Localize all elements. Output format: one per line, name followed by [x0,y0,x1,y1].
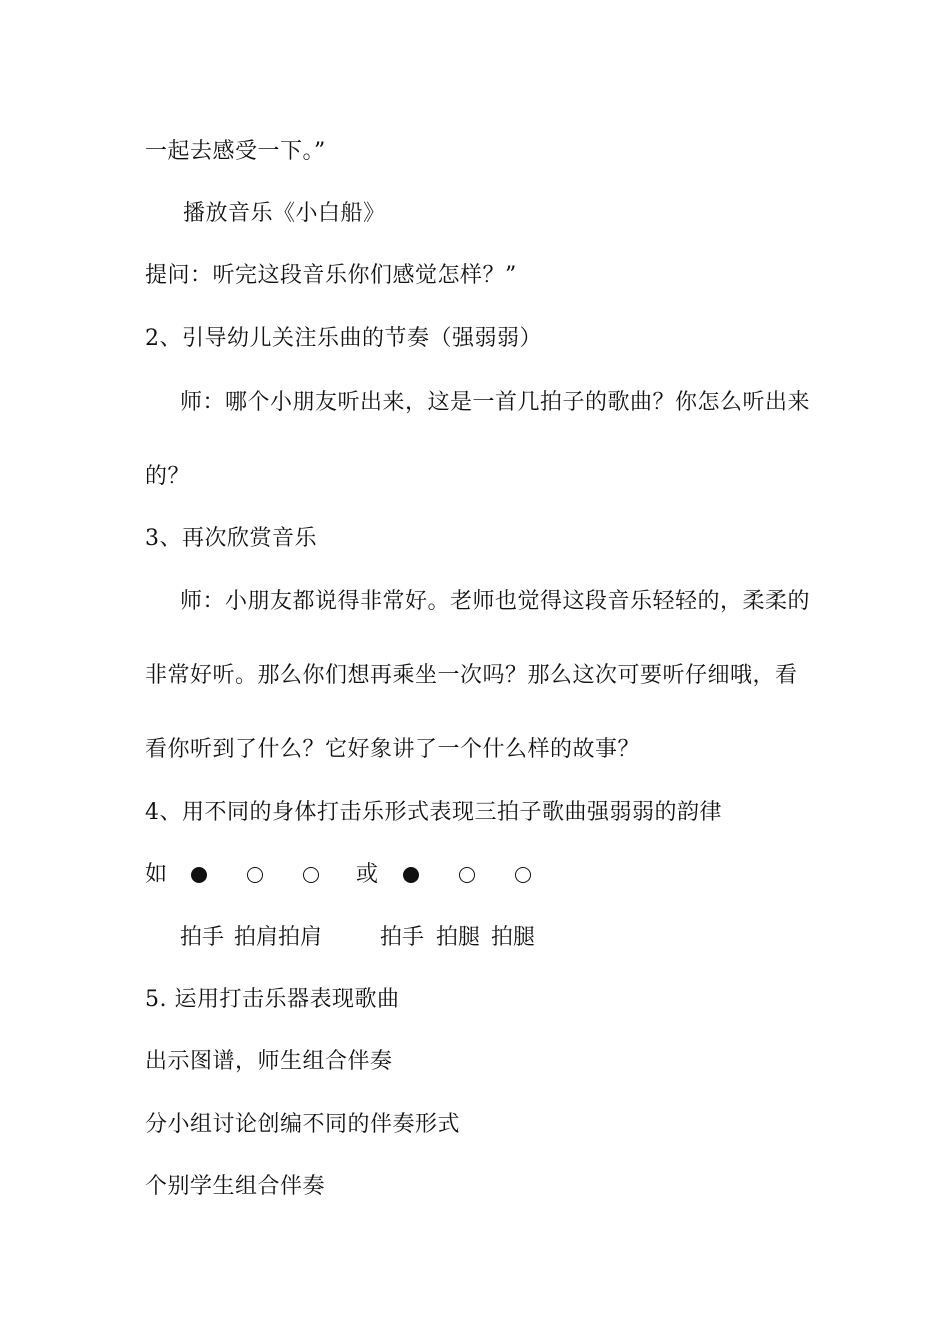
text-line: 师：小朋友都说得非常好。老师也觉得这段音乐轻轻的，柔柔的 [180,589,811,614]
weak-beat-icon [247,860,263,890]
text-line: 非常好听。那么你们想再乘坐一次吗？那么这次可要听仔细哦，看 [145,663,798,688]
rhythm-label: 拍腿 [491,925,536,950]
weak-beat-icon [515,860,531,890]
text-line: 个别学生组合伴奏 [145,1174,326,1199]
text-line: 提问：听完这段音乐你们感觉怎样？” [145,263,517,288]
rhythm-label: 拍手 [380,925,425,950]
strong-beat-icon [403,860,419,890]
rhythm-label: 拍肩拍肩 [234,925,323,950]
text-line: 播放音乐《小白船》 [183,201,386,226]
text-line: 的？ [145,464,191,489]
text-line: 看你听到了什么？它好象讲了一个什么样的故事？ [145,737,641,762]
rhythm-or: 或 [356,862,379,887]
rhythm-label: 拍手 [180,925,225,950]
rhythm-prefix: 如 [145,862,168,887]
text-line: 分小组讨论创编不同的伴奏形式 [145,1112,461,1137]
rhythm-label: 拍腿 [436,925,481,950]
section-heading: 3、再次欣赏音乐 [145,526,317,551]
section-heading: 5. 运用打击乐器表现歌曲 [145,987,400,1012]
strong-beat-icon [191,860,207,890]
weak-beat-icon [459,860,475,890]
section-heading: 2、引导幼儿关注乐曲的节奏（强弱弱） [145,326,542,351]
text-line: 师：哪个小朋友听出来，这是一首几拍子的歌曲？你怎么听出来 [180,390,811,415]
section-heading: 4、用不同的身体打击乐形式表现三拍子歌曲强弱弱的韵律 [145,800,722,825]
text-line: 出示图谱，师生组合伴奏 [145,1049,393,1074]
weak-beat-icon [303,860,319,890]
text-line: 一起去感受一下。” [145,139,326,164]
